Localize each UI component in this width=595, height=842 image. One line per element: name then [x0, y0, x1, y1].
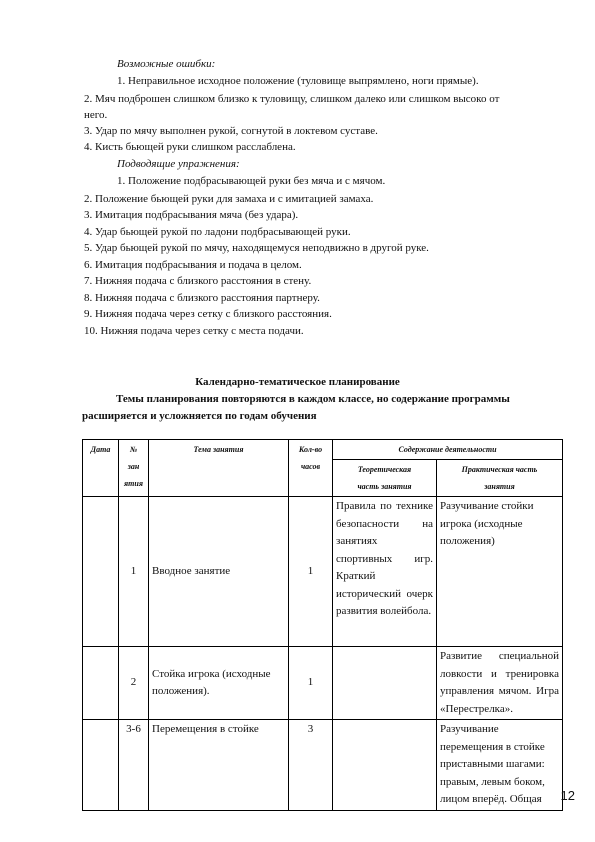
- exercise-item-2: 2. Положение бьющей руки для замаха и с имитацией замаха.: [84, 193, 374, 205]
- exercise-item-3: 3. Имитация подбрасывания мяча (без удара).: [84, 209, 299, 221]
- table-header-row: [83, 440, 563, 460]
- cell-practice: Развитие специальной ловкости и тренировка управления мячом. Игра «Перестрелка».: [437, 647, 563, 720]
- errors-item-2: 2. Мяч подброшен слишком близко к туловищу, слишком далеко или слишком высоко от: [84, 93, 500, 105]
- cell-num: 2: [119, 647, 149, 720]
- errors-item-4: 4. Кисть бьющей руки слишком расслаблена.: [84, 141, 296, 153]
- table-row: [83, 720, 563, 811]
- table-row: [83, 497, 563, 647]
- errors-item-1: 1. Неправильное исходное положение (туловище выпрямлено, ноги прямые).: [117, 75, 479, 87]
- planning-intro-line1: Темы планирования повторяются в каждом классе, но содержание программы: [116, 393, 510, 405]
- header-date: Дата: [83, 440, 119, 497]
- planning-title: Календарно-тематическое планирование: [195, 376, 400, 388]
- cell-date: [83, 647, 119, 720]
- exercise-item-5: 5. Удар бьющей рукой по мячу, находящемуся неподвижно в другой руке.: [84, 242, 429, 254]
- header-theory: Теоретическая часть занятия: [333, 460, 437, 497]
- exercise-item-1: 1. Положение подбрасывающей руки без мяча и с мячом.: [117, 175, 386, 187]
- errors-item-3: 3. Удар по мячу выполнен рукой, согнутой в локтевом суставе.: [84, 125, 378, 137]
- exercise-item-10: 10. Нижняя подача через сетку с места подачи.: [84, 325, 304, 337]
- cell-hours: 1: [289, 647, 333, 720]
- cell-topic: Перемещения в стойке: [149, 720, 289, 811]
- cell-theory: Правила по технике безопасности на занятиях спортивных игр. Краткий исторический очерк развития волейбола.: [333, 497, 437, 647]
- planning-intro-line2: расширяется и усложняется по годам обучения: [82, 410, 317, 422]
- exercise-item-7: 7. Нижняя подача с близкого расстояния в стену.: [84, 275, 312, 287]
- cell-hours: 1: [289, 497, 333, 647]
- header-content: Содержание деятельности: [333, 440, 563, 460]
- header-topic: Тема занятия: [149, 440, 289, 497]
- planning-table: [82, 439, 563, 811]
- cell-num: 3-6: [119, 720, 149, 811]
- cell-theory: [333, 647, 437, 720]
- cell-date: [83, 720, 119, 811]
- errors-item-2-cont: него.: [84, 109, 108, 121]
- cell-practice: Разучивание перемещения в стойке приставными шагами: правым, левым боком, лицом вперёд. Общая: [437, 720, 563, 811]
- exercise-item-4: 4. Удар бьющей рукой по ладони подбрасывающей руки.: [84, 226, 351, 238]
- cell-hours: 3: [289, 720, 333, 811]
- cell-num: 1: [119, 497, 149, 647]
- cell-theory: [333, 720, 437, 811]
- page-number: 12: [560, 788, 575, 803]
- header-practice: Практическая часть занятия: [437, 460, 563, 497]
- cell-topic: Вводное занятие: [149, 497, 289, 647]
- exercise-item-9: 9. Нижняя подача через сетку с близкого расстояния.: [84, 308, 332, 320]
- exercise-item-8: 8. Нижняя подача с близкого расстояния партнеру.: [84, 292, 320, 304]
- errors-heading: Возможные ошибки:: [117, 58, 216, 70]
- header-num: № зан ятия: [119, 440, 149, 497]
- header-hours: Кол-во часов: [289, 440, 333, 497]
- cell-date: [83, 497, 119, 647]
- cell-topic: Стойка игрока (исходные положения).: [149, 647, 289, 720]
- exercise-item-6: 6. Имитация подбрасывания и подача в целом.: [84, 259, 302, 271]
- table-row: [83, 647, 563, 720]
- cell-practice: Разучивание стойки игрока (исходные положения): [437, 497, 563, 647]
- exercises-heading: Подводящие упражнения:: [117, 158, 240, 170]
